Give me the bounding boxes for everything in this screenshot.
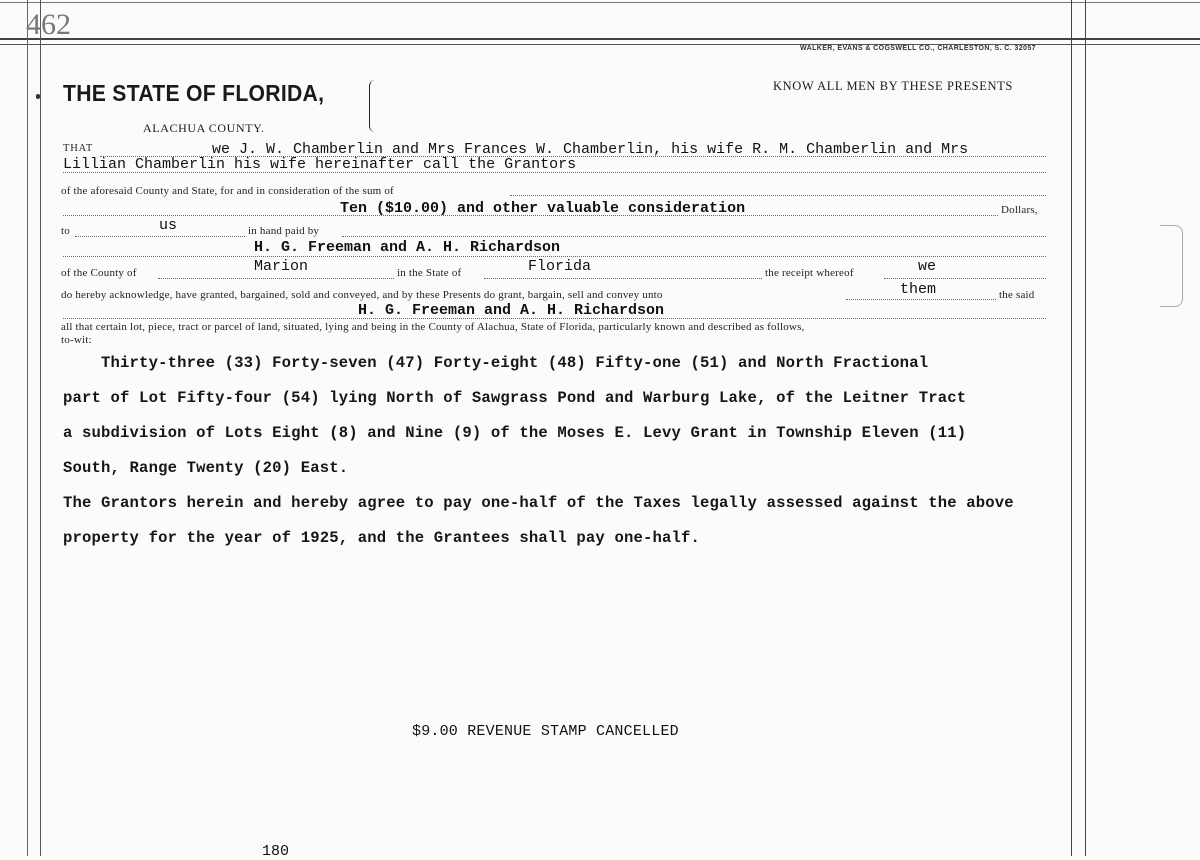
state-value: Florida: [528, 258, 592, 275]
to-label: to: [61, 225, 70, 237]
to-value: us: [159, 217, 178, 234]
that-label: THAT: [63, 143, 94, 154]
county-heading: ALACHUA COUNTY.: [143, 121, 265, 135]
paid-by-rule: [342, 236, 1046, 237]
right-margin-line-outer: [1085, 0, 1086, 856]
margin-mark: [36, 94, 40, 99]
receipt-label: the receipt whereof: [765, 267, 854, 279]
description-line: a subdivision of Lots Eight (8) and Nine (9) of the Moses E. Levy Grant in Township Eleven (11): [63, 424, 967, 442]
state-heading: THE STATE OF FLORIDA,: [63, 80, 325, 106]
land-label-2: to-wit:: [61, 334, 92, 346]
header-rule-upper: [0, 38, 1200, 40]
county-state-label: of the aforesaid County and State, for and in consideration of the sum of: [61, 185, 394, 197]
paid-by-value: H. G. Freeman and A. H. Richardson: [254, 239, 561, 256]
right-margin-line-inner: [1071, 0, 1072, 856]
left-margin-line-outer: [27, 0, 28, 856]
state-brace: [369, 80, 376, 132]
preamble: KNOW ALL MEN BY THESE PRESENTS: [773, 79, 1013, 93]
that-rule-2: [63, 172, 1046, 173]
left-margin-line-inner: [40, 0, 41, 856]
receipt-rule: [884, 278, 1046, 279]
sum-value: Ten ($10.00) and other valuable consideration: [340, 200, 746, 217]
county-value: Marion: [254, 258, 309, 275]
description-line: South, Range Twenty (20) East.: [63, 459, 349, 477]
paid-by-label: in hand paid by: [248, 225, 320, 237]
consideration-rule: [510, 195, 1046, 196]
printer-imprint: WALKER, EVANS & COGSWELL CO., CHARLESTON, S. C. 32057: [800, 45, 1036, 52]
revenue-stamp-note: $9.00 REVENUE STAMP CANCELLED: [412, 723, 679, 740]
footer-number: 180: [262, 843, 290, 860]
acknowledge-rule: [846, 299, 996, 300]
county-rule: [158, 278, 394, 279]
acknowledge-label: do hereby acknowledge, have granted, bargained, sold and conveyed, and by these Presents do grant, bargain, sell and convey unto: [61, 289, 663, 301]
page-number: 462: [26, 8, 71, 41]
grantees-rule: [63, 318, 1046, 319]
to-rule: [75, 236, 245, 237]
sum-rule: [63, 215, 998, 216]
description-line: property for the year of 1925, and the Grantees shall pay one-half.: [63, 529, 701, 547]
right-edge-bracket: [1160, 225, 1183, 307]
description-line: The Grantors herein and hereby agree to pay one-half of the Taxes legally assessed against the above: [63, 494, 1014, 512]
state-rule: [484, 278, 762, 279]
that-value-2: Lillian Chamberlin his wife hereinafter call the Grantors: [63, 156, 577, 173]
description-line: Thirty-three (33) Forty-seven (47) Forty-eight (48) Fifty-one (51) and North Fractional: [63, 354, 929, 372]
the-said-label: the said: [999, 289, 1035, 301]
land-label-1: all that certain lot, piece, tract or parcel of land, situated, lying and being in the County of Alachua, State of Florida, particularly known and described as follows,: [61, 321, 805, 333]
paid-by-rule-2: [63, 256, 1046, 257]
acknowledge-value: them: [900, 281, 937, 298]
receipt-value: we: [918, 258, 937, 275]
top-rule: [0, 2, 1200, 3]
grantees-value: H. G. Freeman and A. H. Richardson: [358, 302, 665, 319]
state-of-label: in the State of: [397, 267, 462, 279]
description-line: part of Lot Fifty-four (54) lying North of Sawgrass Pond and Warburg Lake, of the Leitner Tract: [63, 389, 967, 407]
that-value-1: we J. W. Chamberlin and Mrs Frances W. Chamberlin, his wife R. M. Chamberlin and Mrs: [212, 141, 969, 158]
dollars-label: Dollars,: [1001, 204, 1038, 216]
county-of-label: of the County of: [61, 267, 137, 279]
